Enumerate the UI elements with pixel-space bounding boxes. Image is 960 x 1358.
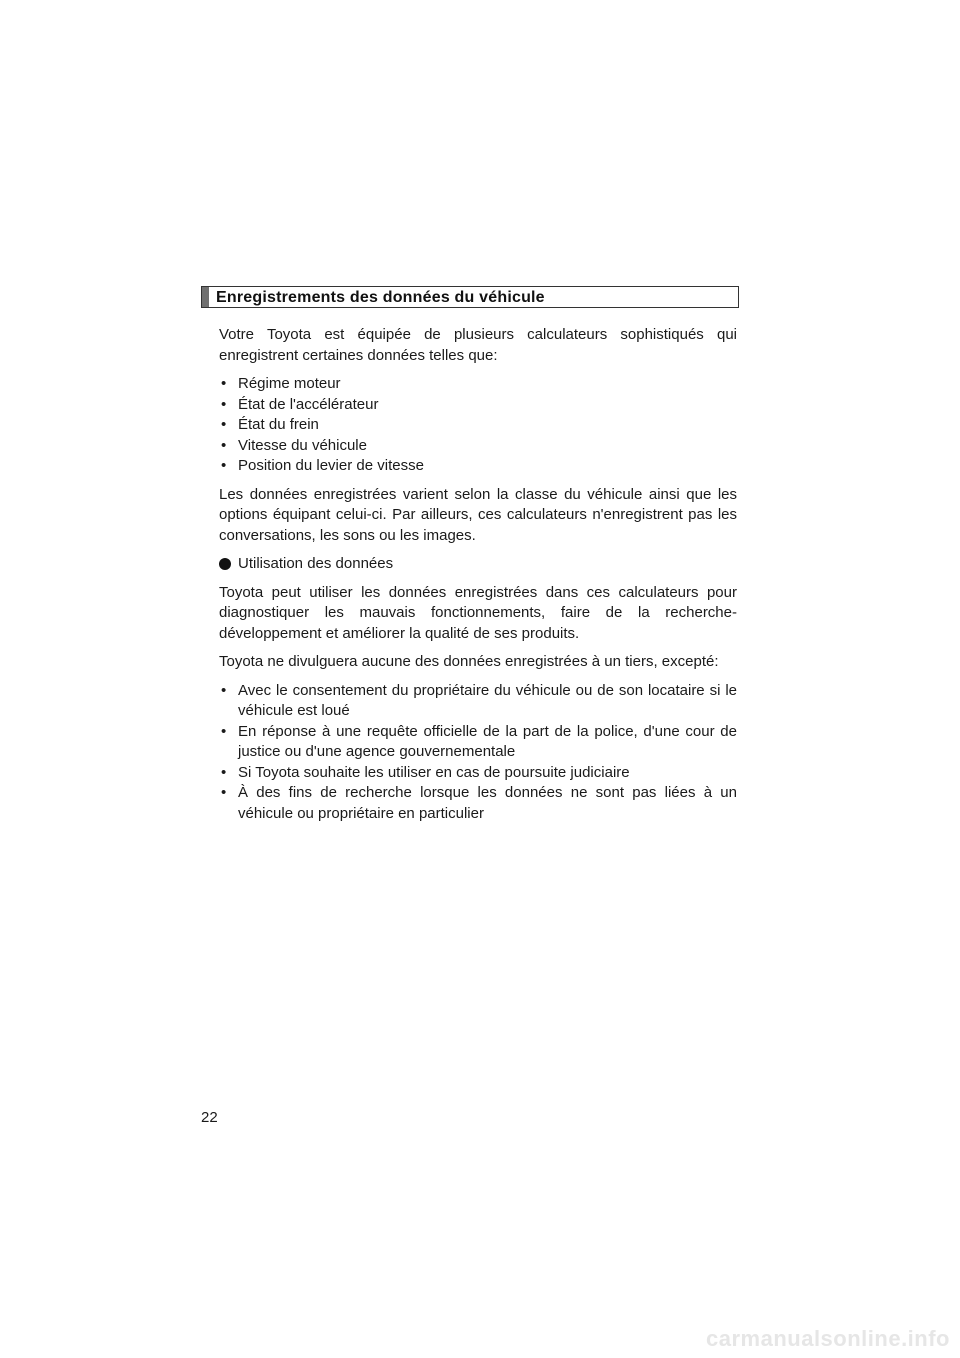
- recorded-data-list: [219, 374, 737, 477]
- bullet-icon: •: [221, 416, 227, 433]
- bullet-icon: •: [221, 375, 227, 392]
- section-header-accent-bar: [202, 287, 209, 307]
- section-title: Enregistrements des données du véhicule: [216, 289, 545, 306]
- list-item: • État du frein: [219, 415, 737, 436]
- page-number: 22: [201, 1109, 218, 1126]
- usage-paragraph-1: Toyota peut utiliser les données enregistrées dans ces calculateurs pour diagnostiquer les mauvais fonctionnements, faire de la recherche-développement et améliorer la qualité de ses produits.: [219, 583, 737, 642]
- list-item: • Si Toyota souhaite les utiliser en cas de poursuite judiciaire: [219, 763, 737, 784]
- bullet-icon: •: [221, 722, 227, 740]
- bullet-icon: •: [221, 457, 227, 474]
- exceptions-list: [219, 681, 737, 825]
- bullet-icon: •: [221, 395, 227, 413]
- list-item: • Avec le consentement du propriétaire du véhicule ou de son locataire si le véhicule est loué: [221, 681, 737, 719]
- filled-circle-icon: [219, 558, 231, 570]
- usage-heading-text: Utilisation des données: [238, 555, 394, 572]
- bullet-icon: •: [221, 436, 227, 454]
- section-content: [219, 325, 737, 832]
- list-item: • État de l'accélérateur: [219, 395, 737, 416]
- list-item: • Régime moteur: [219, 374, 737, 395]
- usage-subheading: [219, 554, 737, 575]
- list-item: • Position du levier de vitesse: [219, 456, 737, 477]
- bullet-icon: •: [221, 784, 227, 801]
- list-item: • À des fins de recherche lorsque les données ne sont pas liées à un véhicule ou propriétaire en particulier: [221, 784, 737, 822]
- usage-paragraph-2: Toyota ne divulguera aucune des données enregistrées à un tiers, excepté:: [219, 653, 719, 670]
- bullet-icon: •: [221, 763, 227, 781]
- variation-paragraph: Les données enregistrées varient selon la classe du véhicule ainsi que les options équipant celui-ci. Par ailleurs, ces calculateurs n'enregistrent pas les conversations, les sons ou les images.: [219, 485, 737, 544]
- intro-paragraph: Votre Toyota est équipée de plusieurs calculateurs sophistiqués qui enregistrent certaines données telles que:: [219, 326, 737, 364]
- watermark: carmanualsonline.info: [706, 1326, 950, 1351]
- list-item: • En réponse à une requête officielle de la part de la police, d'une cour de justice ou d'une agence gouvernementale: [221, 722, 737, 760]
- bullet-icon: •: [221, 681, 227, 699]
- list-item: • Vitesse du véhicule: [219, 436, 737, 457]
- section-header: [201, 286, 739, 308]
